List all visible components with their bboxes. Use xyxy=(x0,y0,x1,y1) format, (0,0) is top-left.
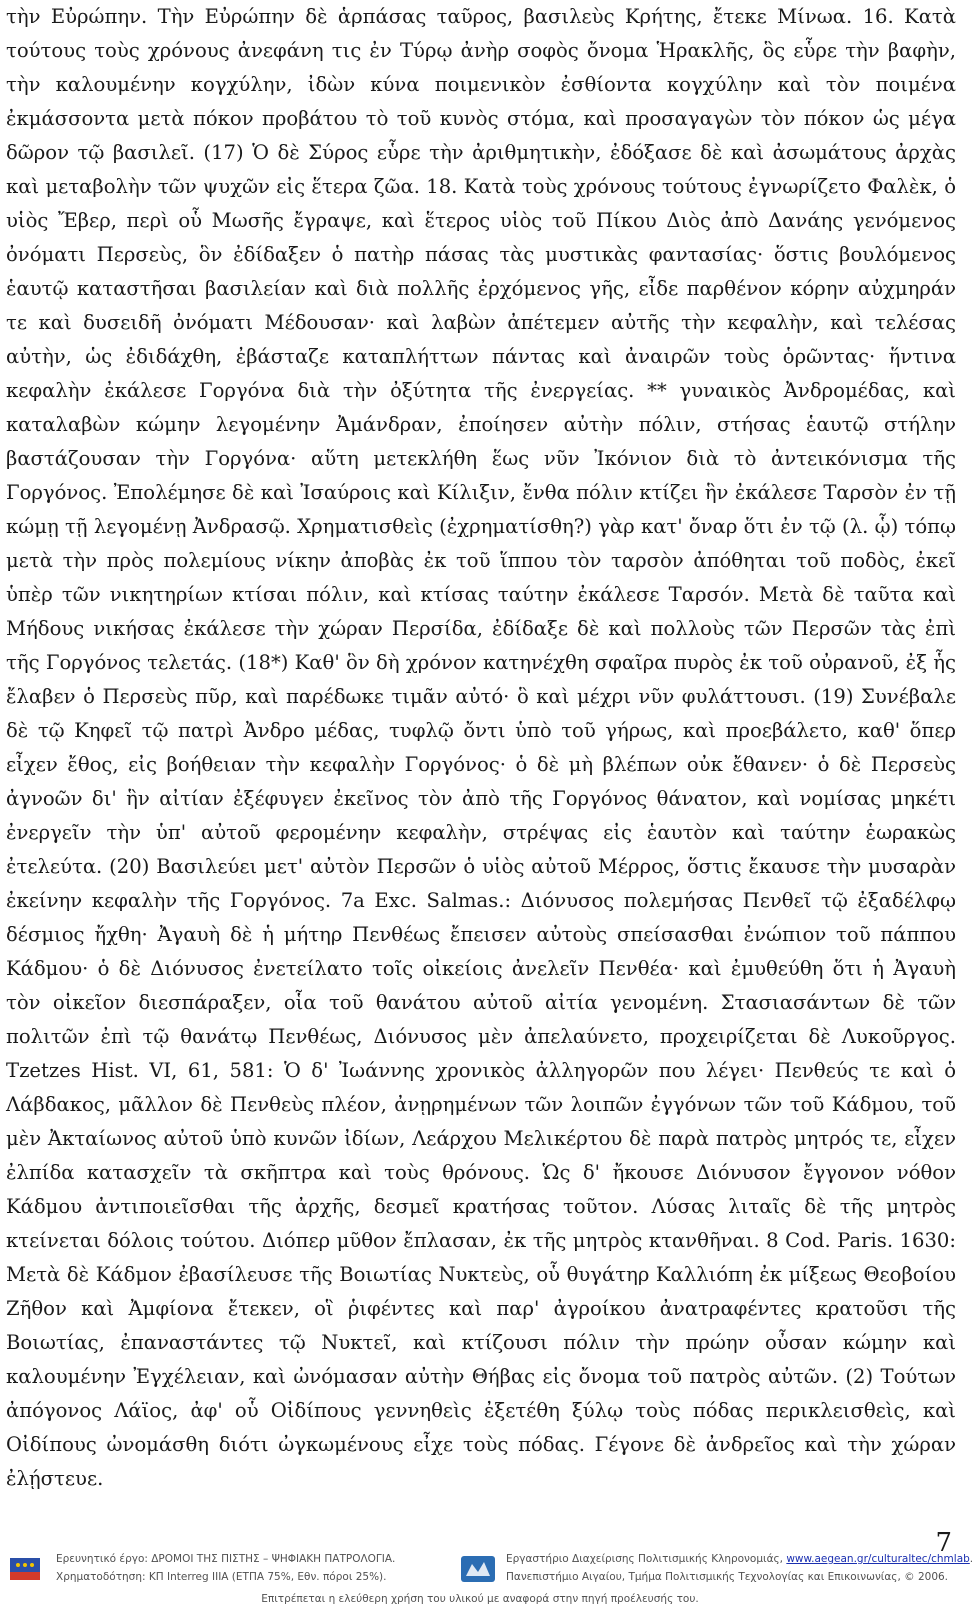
main-text-column xyxy=(6,0,956,1496)
footer-lab-period: . xyxy=(969,1553,973,1565)
page-number: 7 xyxy=(935,1528,952,1558)
footer-funding-line: Χρηματοδότηση: ΚΠ Interreg IIIA (ΕΤΠΑ 75%, Εθν. πόροι 25%). xyxy=(56,1571,387,1583)
footer-university-line: Πανεπιστήμιο Αιγαίου, Τμήμα Πολιτισμικής Τεχνολογίας και Επικοινωνίας, © 2006. xyxy=(506,1571,949,1583)
footer-project-line: Ερευνητικό έργο: ΔΡΟΜΟΙ ΤΗΣ ΠΙΣΤΗΣ – ΨΗΦΙΑΚΗ ΠΑΤΡΟΛΟΓΙΑ. xyxy=(56,1553,396,1565)
footer-lab-link[interactable]: www.aegean.gr/culturaltec/chmlab xyxy=(786,1553,970,1565)
interreg-logo xyxy=(8,1554,42,1584)
footer-lab-info xyxy=(506,1550,973,1586)
footer-funding-info xyxy=(56,1550,436,1586)
chmlab-logo xyxy=(460,1554,496,1584)
footer-usage-notice: Επιτρέπεται η ελεύθερη χρήση του υλικού με αναφορά στην πηγή προέλευσής του. xyxy=(261,1593,699,1605)
body-paragraph: τὴν Εὐρώπην. Τὴν Εὐρώπην δὲ ἁρπάσας ταῦρος, βασιλεὺς Κρήτης, ἔτεκε Μίνωα. 16. Κατὰ τούτους τοὺς χρόνους ἀνεφάνη τις ἐν Τύρῳ ἀνὴρ σοφὸς ὄνομα Ἡρακλῆς, ὃς εὗρε τὴν βαφὴν, τὴν καλουμένην κογχύλην, ἰδὼν κύνα ποιμενικὸν ἐσθίοντα κογχύλην καὶ τὸν ποιμένα ἐκμάσσοντα μετὰ πόκον προβάτου τὸ τοῦ κυνὸς στόμα, καὶ προσαγαγὼν τὸν πόκον ὡς μέγα δῶρον τῷ βασιλεῖ. (17) Ὁ δὲ Σύρος εὗρε τὴν ἀριθμητικὴν, ἐδόξασε δὲ καὶ ἀσωμάτους ἀρχὰς καὶ μεταβολὴν τῶν ψυχῶν εἰς ἕτερα ζῶα. 18. Κατὰ τοὺς χρόνους τούτους ἐγνωρίζετο Φαλὲκ, ὁ υἱὸς Ἔβερ, περὶ οὗ Μωσῆς ἔγραψε, καὶ ἕτερος υἱὸς τοῦ Πίκου Διὸς ἀπὸ Δανάης γενόμενος ὀνόματι Περσεὺς, ὃν ἐδίδαξεν ὁ πατὴρ πάσας τὰς μυστικὰς φαντασίας· ὅστις βουλόμενος ἑαυτῷ καταστῆσαι βασιλείαν καὶ διὰ πολλῆς ἐρχόμενος γῆς, εἶδε παρθένον κόρην αὐχμηράν τε καὶ δυσειδῆ ὀνόματι Μέδουσαν· καὶ λαβὼν ἀπέτεμεν αὐτῆς τὴν κεφαλὴν, καὶ τελέσας αὐτὴν, ὡς ἐδιδάχθη, ἐβάσταζε καταπλήττων πάντας καὶ ἀναιρῶν τοὺς ὁρῶντας· ἥντινα κεφαλὴν ἐκάλεσε Γοργόνα διὰ τὴν ὀξύτητα τῆς ἐνεργείας. ** γυναικὸς Ἀνδρομέδας, καὶ καταλαβὼν κώμην λεγομένην Ἀμάνδραν, ἐποίησεν αὐτὴν πόλιν, στήσας ἑαυτῷ στήλην βαστάζουσαν τὴν Γοργόνα· αὕτη μετεκλήθη ἕως νῦν Ἰκόνιον διὰ τὸ ἀντεικόνισμα τῆς Γοργόνος. Ἐπολέμησε δὲ καὶ Ἰσαύροις καὶ Κίλιξιν, ἔνθα πόλιν κτίζει ἣν ἐκάλεσε Ταρσὸν ἐν τῇ κώμῃ τῇ λεγομένῃ Ἀνδρασῷ. Χρηματισθεὶς (ἐχρηματίσθη?) γὰρ κατ' ὄναρ ὅτι ἐν τῷ (λ. ᾧ) τόπῳ μετὰ τὴν πρὸς πολεμίους νίκην ἀποβὰς ἐκ τοῦ ἵππου τὸν ταρσὸν ἀπόθηται τοῦ ποδὸς, ἐκεῖ ὑπὲρ τῶν νικητηρίων κτίσαι πόλιν, καὶ κτίσας ταύτην ἐκάλεσε Ταρσόν. Μετὰ δὲ ταῦτα καὶ Μήδους νικήσας ἐκάλεσε τὴν χώραν Περσίδα, ἐδίδαξε δὲ καὶ πολλοὺς τῶν Περσῶν τὰς ἐπὶ τῆς Γοργόνος τελετάς. (18*) Καθ' ὃν δὴ χρόνον κατηνέχθη σφαῖρα πυρὸς ἐκ τοῦ οὐρανοῦ, ἐξ ἧς ἔλαβεν ὁ Περσεὺς πῦρ, καὶ παρέδωκε τιμᾶν αὐτό· ὃ καὶ μέχρι νῦν φυλάττουσι. (19) Συνέβαλε δὲ τῷ Κηφεῖ τῷ πατρὶ Ἀνδρο μέδας, τυφλῷ ὄντι ὑπὸ τοῦ γήρως, καὶ προεβάλετο, καθ' ὅπερ εἶχεν ἔθος, εἰς βοήθειαν τὴν κεφαλὴν Γοργόνος· ὁ δὲ μὴ βλέπων οὐκ ἔθανεν· ὁ δὲ Περσεὺς ἀγνοῶν δι' ἣν αἰτίαν ἐξέφυγεν ἐκεῖνος τὸν ἀπὸ τῆς Γοργόνος θάνατον, καὶ νομίσας μηκέτι ἐνεργεῖν τὴν ὑπ' αὐτοῦ φερομένην κεφαλὴν, στρέψας εἰς ἑαυτὸν καὶ ταύτην ἑωρακὼς ἐτελεύτα. (20) Βασιλεύει μετ' αὐτὸν Περσῶν ὁ υἱὸς αὐτοῦ Μέρρος, ὅστις ἔκαυσε τὴν μυσαρὰν ἐκείνην κεφαλὴν τῆς Γοργόνος. 7a Exc. Salmas.: Διόνυσος πολεμήσας Πενθεῖ τῷ ἐξαδέλφῳ δέσμιος ἤχθη· Ἀγαυὴ δὲ ἡ μήτηρ Πενθέως ἔπεισεν αὐτοὺς σπείσασθαι ἐνώπιον τοῦ πάππου Κάδμου· ὁ δὲ Διόνυσος ἐνετείλατο τοῖς οἰκείοις ἀνελεῖν Πενθέα· καὶ ἐμυθεύθη ὅτι ἡ Ἀγαυὴ τὸν οἰκεῖον διεσπάραξεν, οἷα τοῦ θανάτου αὐτοῦ αἰτία γενομένη. Στασιασάντων δὲ τῶν πολιτῶν ἐπὶ τῷ θανάτῳ Πενθέως, Διόνυσος μὲν ἀπελαύνετο, προχειρίζεται δὲ Λυκοῦργος. Tzetzes Hist. VI, 61, 581: Ὁ δ' Ἰωάννης χρονικὸς ἀλληγορῶν που λέγει· Πενθεύς τε καὶ ὁ Λάβδακος, μᾶλλον δὲ Πενθεὺς πλέον, ἀνῃρημένων τῶν λοιπῶν ἐγγόνων τῶν τοῦ Κάδμου, τοῦ μὲν Ἀκταίωνος αὐτοῦ ὑπὸ κυνῶν ἰδίων, Λεάρχου Μελικέρτου δὲ παρὰ πατρὸς μητρός τε, εἶχεν ἐλπίδα κατασχεῖν τὰ σκῆπτρα καὶ τοὺς θρόνους. Ὡς δ' ἤκουσε Διόνυσον ἔγγονον νόθον Κάδμου ἀντιποιεῖσθαι τῆς ἀρχῆς, δεσμεῖ κρατήσας τοῦτον. Λύσας λιταῖς δὲ τῆς μητρὸς κτείνεται δόλοις τούτου. Διόπερ μῦθον ἔπλασαν, ἐκ τῆς μητρὸς κτανθῆναι. 8 Cod. Paris. 1630: Μετὰ δὲ Κάδμον ἐβασίλευσε τῆς Βοιωτίας Νυκτεὺς, οὗ θυγάτηρ Καλλιόπη ἐκ μίξεως Θεοβοίου Ζῆθον καὶ Ἀμφίονα ἔτεκεν, οἳ ῥιφέντες καὶ παρ' ἀγροίκου ἀνατραφέντες κρατοῦσι τῆς Βοιωτίας, ἐπαναστάντες τῷ Νυκτεῖ, καὶ κτίζουσι πόλιν τὴν πρώην οὖσαν κώμην καὶ καλουμένην Ἐγχέλειαν, καὶ ὠνόμασαν αὐτὴν Θήβας εἰς ὄνομα τοῦ πατρὸς αὐτῶν. (2) Τούτων ἀπόγονος Λάϊος, ἀφ' οὗ Οἰδίπους γεννηθεὶς ἐξετέθη ξύλῳ τοὺς πόδας περικλεισθεὶς, καὶ Οἰδίπους ὠνομάσθη διότι ὠγκωμένους εἶχε τοὺς πόδας. Γέγονε δὲ ἀνδρεῖος καὶ τὴν χώραν ἐλῄστευε. xyxy=(6,5,956,1490)
page-footer xyxy=(0,1548,973,1616)
footer-lab-name: Εργαστήριο Διαχείρισης Πολιτισμικής Κληρονομιάς, xyxy=(506,1553,787,1565)
footer-lab-line xyxy=(506,1550,973,1568)
